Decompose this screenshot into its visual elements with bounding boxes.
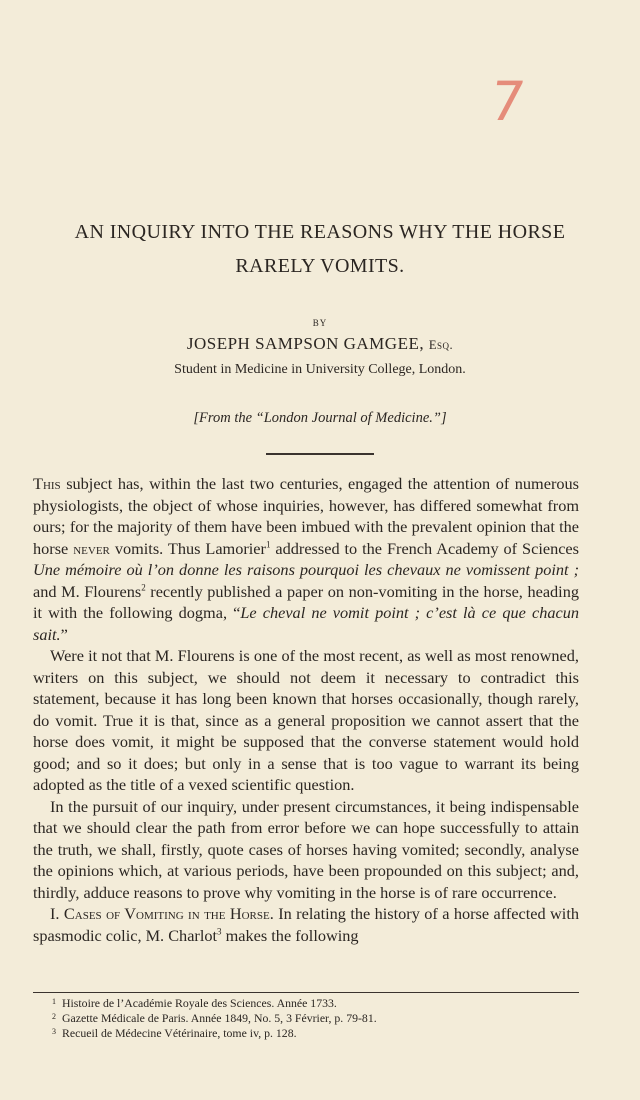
footnote-2-number: 2 [52, 1012, 56, 1021]
footnote-divider [33, 992, 579, 993]
paragraph-1-text-a: subject has, within the last two centuries, engaged the attention of numerous physiologists, the object of whose inquiries, however, has differed somewhat from ours; for the majority of them have been imbued with the prevalent opinion that the horse [33, 474, 579, 558]
footnote-1-text: Histoire de l’Académie Royale des Sciences. Année 1733. [62, 996, 337, 1010]
source-prefix: [From the “ [193, 410, 264, 426]
paragraph-1-text-e: recently published a paper on non-vomiting in the horse, heading it with the following dogma, “ [33, 581, 579, 622]
paragraph-4-text-b: makes the following [221, 925, 359, 945]
source-suffix: ”] [432, 410, 447, 426]
paragraph-1-quote-1: Une mémoire où l’on donne les raisons pourquoi les chevaux ne vomissent point ; [33, 560, 579, 579]
footnote-2-text: Gazette Médicale de Paris. Année 1849, No. 5, 3 Février, p. 79-81. [62, 1011, 377, 1025]
section-number: I. [50, 904, 60, 923]
affiliation: Student in Medicine in University College, London. [174, 362, 466, 377]
paragraph-1-text-f: ” [60, 624, 68, 644]
paragraph-1 [33, 473, 579, 645]
source-journal: London Journal of Medicine. [263, 410, 433, 426]
paragraph-4-text-a: In relating the history of a horse affected with spasmodic colic, M. Charlot [33, 904, 579, 945]
section-heading: Cases of Vomiting in the Horse. [63, 904, 274, 923]
source-note [0, 410, 640, 427]
paragraph-4 [33, 903, 579, 946]
paragraph-1-text-b: vomits. Thus Lamorier [109, 538, 266, 558]
footnote-ref-3: 3 [217, 926, 222, 937]
author-suffix: Esq. [428, 338, 454, 352]
paragraph-3: In the pursuit of our inquiry, under present circumstances, it being indispensable that we should clear the path from error before we can hope successfully to attain the truth, we shall, firstly, quote cases of horses having vomited; secondly, analyse the opinions which, at various periods, have been propounded on this subject; and, thirdly, adduce reasons to prove why vomiting in the horse is of rare occurrence. [33, 796, 579, 902]
page-number: 7 [485, 70, 529, 133]
footnote-3 [52, 1026, 592, 1041]
footnote-3-text: Recueil de Médecine Vétérinaire, tome iv, p. 128. [62, 1026, 297, 1040]
footnote-1 [52, 996, 592, 1011]
byline-by: BY [312, 318, 328, 328]
paragraph-2: Were it not that M. Flourens is one of the most recent, as well as most renowned, writers on this subject, we should not deem it necessary to contradict this statement, because it has long been known that horses occasionally, though rarely, do vomit. True it is that, since as a general proposition we cannot assert that the horse does vomit, it might be supposed that the converse statement would hold good; and so it does; but only in a sense that is too vague to warrant its being adopted as the title of a vexed scientific question. [33, 646, 579, 794]
author-name: JOSEPH SAMPSON GAMGEE, [186, 334, 425, 353]
title-divider [266, 453, 374, 455]
paragraph-1-text-d: and M. Flourens [33, 581, 142, 601]
body-text [33, 473, 579, 946]
footnote-3-number: 3 [52, 1027, 56, 1036]
title-line-2: RARELY VOMITS. [235, 255, 405, 277]
title-line-1: AN INQUIRY INTO THE REASONS WHY THE HORSE [74, 221, 566, 243]
footnote-ref-2: 2 [141, 582, 146, 593]
footnote-ref-1: 1 [265, 539, 271, 550]
paragraph-1-text-c: addressed to the French Academy of Sciences [270, 538, 579, 558]
paragraph-1-never: never [73, 538, 110, 558]
footnotes [52, 996, 592, 1041]
footnote-2 [52, 1011, 592, 1026]
paragraph-1-lead: This [33, 474, 61, 493]
footnote-1-number: 1 [52, 997, 56, 1006]
paragraph-1-quote-2: Le cheval ne vomit point ; c’est là ce que chacun sait. [33, 603, 579, 644]
